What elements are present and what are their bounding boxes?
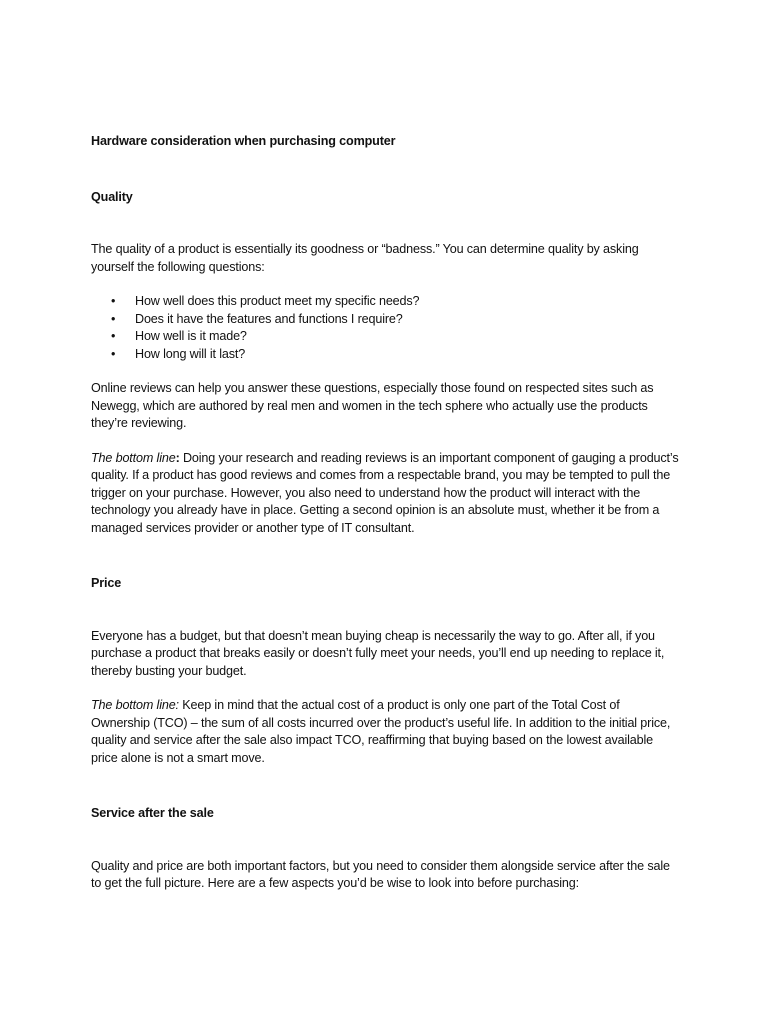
list-item: • How long will it last? xyxy=(91,346,681,364)
list-item: • How well is it made? xyxy=(91,328,681,346)
document-body xyxy=(91,133,681,893)
price-heading: Price xyxy=(91,576,122,590)
list-item: • How well does this product meet my specific needs? xyxy=(91,293,681,311)
bottom-line-text: Doing your research and reading reviews is an important component of gauging a product’s quality. If a product has good reviews and comes from a respectable brand, you may be tempted to pull the trigger on your purchase. However, you also need to understand how the product will interact with the technology you already have in place. Getting a second opinion is an absolute must, whether it be from a managed services provider or another type of IT consultant. xyxy=(91,450,679,535)
quality-intro-paragraph: The quality of a product is essentially its goodness or “badness.” You can determine quality by asking yourself the following questions: xyxy=(91,242,639,274)
list-item: • Does it have the features and functions I require? xyxy=(91,311,681,329)
service-intro-paragraph: Quality and price are both important factors, but you need to consider them alongside service after the sale to get the full picture. Here are a few aspects you’d be wise to look into before purchasing: xyxy=(91,858,670,890)
price-intro-paragraph: Everyone has a budget, but that doesn’t mean buying cheap is necessarily the way to go. After all, if you purchase a product that breaks easily or doesn’t fully meet your needs, you’ll end up needing to replace it, thereby busting your budget. xyxy=(91,628,665,678)
quality-questions-list xyxy=(91,293,681,363)
quality-heading: Quality xyxy=(91,189,133,204)
document-title: Hardware consideration when purchasing computer xyxy=(91,134,396,148)
quality-bottom-line-paragraph xyxy=(91,450,681,538)
price-bottom-line-paragraph xyxy=(91,697,681,767)
bottom-line-text: Keep in mind that the actual cost of a product is only one part of the Total Cost of Ownership (TCO) – the sum of all costs incurred over the product’s useful life. In addition to the initial price, quality and service after the sale also impact TCO, reaffirming that buying based on the lowest available price alone is not a smart move. xyxy=(91,698,671,765)
quality-reviews-paragraph: Online reviews can help you answer these questions, especially those found on respected sites such as Newegg, which are authored by real men and women in the tech sphere who actually use the products they’re reviewing. xyxy=(91,381,654,430)
bottom-line-label: The bottom line: xyxy=(91,698,179,712)
service-heading: Service after the sale xyxy=(91,806,214,820)
bottom-line-label: The bottom line : xyxy=(91,451,180,465)
